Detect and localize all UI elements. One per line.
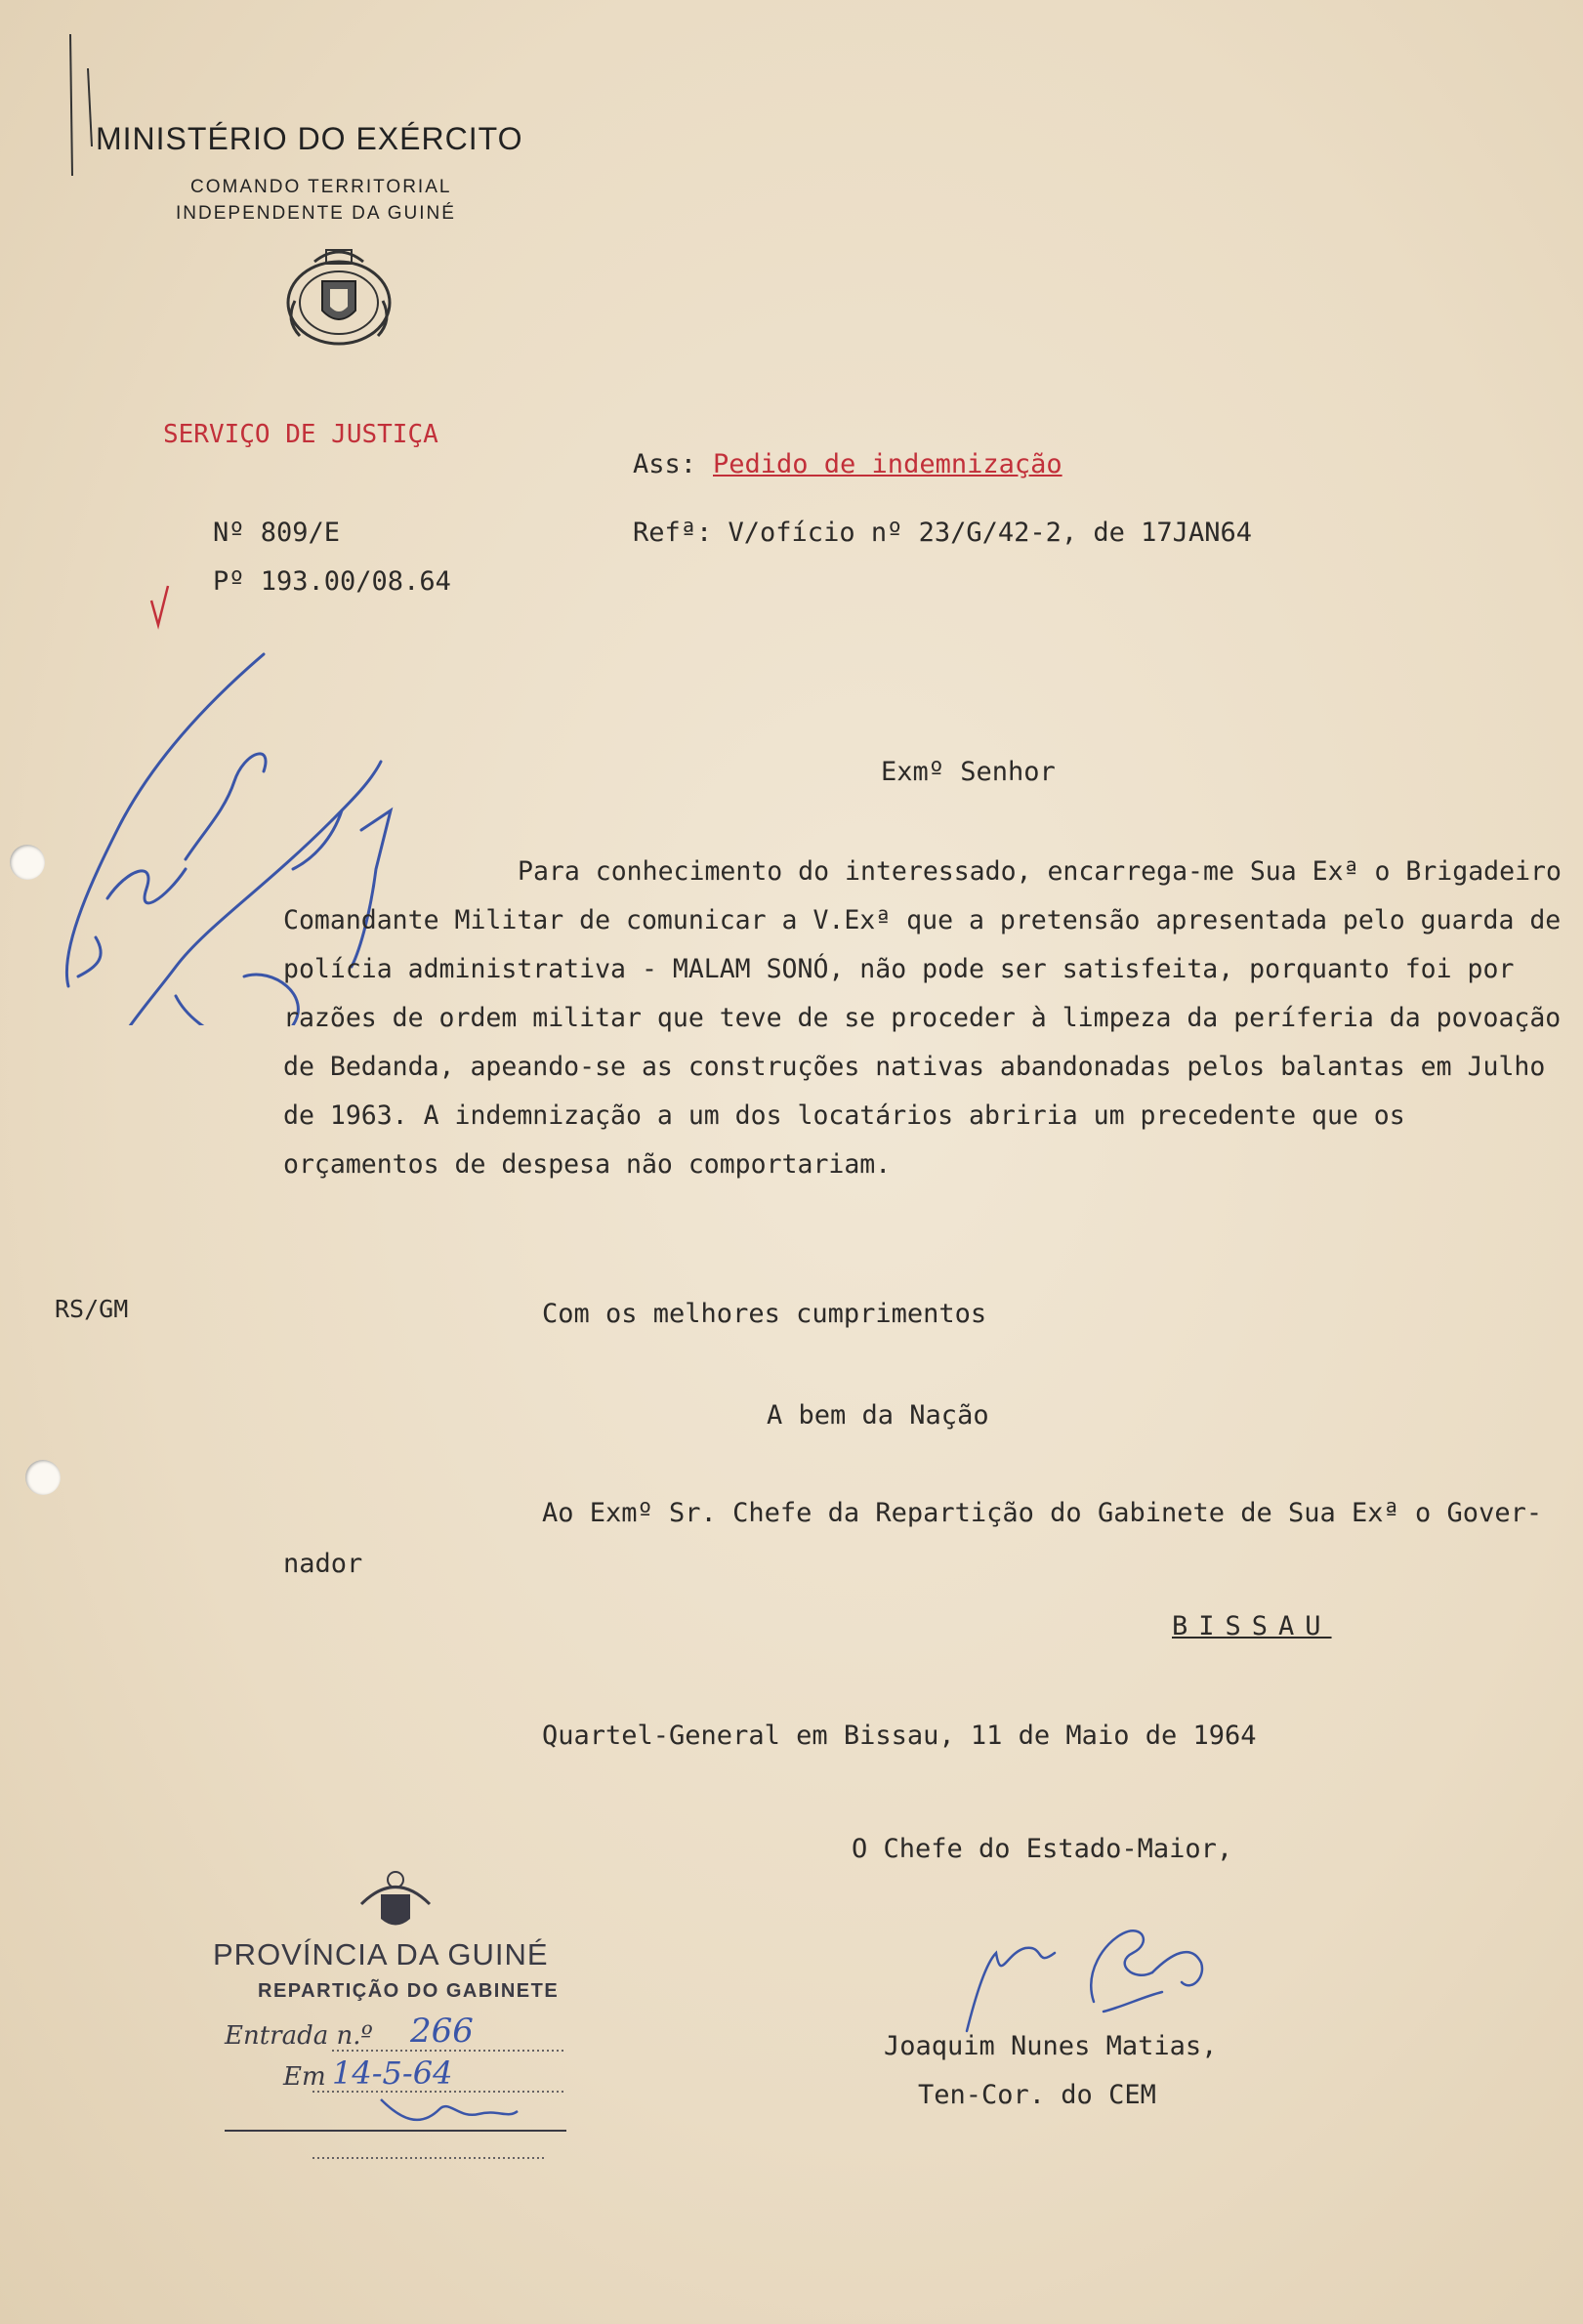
stamp-department: REPARTIÇÃO DO GABINETE bbox=[258, 1980, 560, 2002]
process-number: Pº 193.00/08.64 bbox=[213, 566, 451, 597]
stamp-province: PROVÍNCIA DA GUINÉ bbox=[213, 1937, 549, 1971]
stamp-date-value: 14-5-64 bbox=[332, 2054, 453, 2092]
signer-name: Joaquim Nunes Matias, bbox=[884, 2031, 1218, 2061]
greeting: Exmº Senhor bbox=[881, 757, 1056, 787]
reference-line: Refª: V/ofício nº 23/G/42-2, de 17JAN64 bbox=[633, 518, 1252, 548]
destination-city: BISSAU bbox=[1172, 1611, 1332, 1641]
ministry-heading: MINISTÉRIO DO EXÉRCITO bbox=[96, 121, 523, 156]
service-heading: SERVIÇO DE JUSTIÇA bbox=[163, 420, 438, 449]
stamp-lines bbox=[225, 2041, 576, 2168]
signature-icon bbox=[957, 1914, 1250, 2051]
body-text: Para conhecimento do interessado, encarrega-me Sua Exª o Brigadeiro Comandante Militar de comunicar a V.Exª que a pretensão apresentada pelo guarda de polícia administrativa - MALAM SONÓ, não pode ser satisfeita, porquanto foi por razões de ordem militar que teve de se proceder à limpeza da períferia da povoação de Bedanda, apeando-se as construções nativas abandonadas pelos balantas em Julho de 1963. A indemnização a um dos locatários abriria um precedente que os orçamentos de despesa não comportariam. bbox=[283, 856, 1562, 1180]
subject-value: Pedido de indemnização bbox=[713, 449, 1062, 479]
command-line-2: INDEPENDENTE DA GUINÉ bbox=[176, 203, 456, 224]
place-and-date: Quartel-General em Bissau, 11 de Maio de 1964 bbox=[542, 1721, 1257, 1751]
subject-label: Ass: bbox=[633, 449, 697, 479]
addressee-line: Ao Exmº Sr. Chefe da Repartição do Gabinete de Sua Exª o Gover- bbox=[542, 1498, 1543, 1528]
stamp-entry-number: 266 bbox=[410, 2012, 474, 2051]
closing-nation: A bem da Nação bbox=[767, 1400, 989, 1431]
closing-regards: Com os melhores cumprimentos bbox=[542, 1299, 987, 1329]
stamp-crest-icon bbox=[352, 1865, 439, 1933]
stamp-date-label: Em bbox=[283, 2062, 326, 2092]
chief-title: O Chefe do Estado-Maior, bbox=[852, 1834, 1233, 1864]
document-number: Nº 809/E bbox=[213, 518, 341, 548]
stamp-entry-label: Entrada n.º bbox=[225, 2021, 373, 2051]
punch-hole bbox=[25, 1460, 61, 1495]
command-line-1: COMANDO TERRITORIAL bbox=[190, 177, 452, 197]
typist-initials: RS/GM bbox=[55, 1295, 129, 1323]
signer-rank: Ten-Cor. do CEM bbox=[918, 2080, 1156, 2110]
coat-of-arms-icon bbox=[275, 242, 402, 350]
body-paragraph bbox=[283, 848, 1562, 1189]
addressee-continuation: nador bbox=[283, 1549, 363, 1579]
